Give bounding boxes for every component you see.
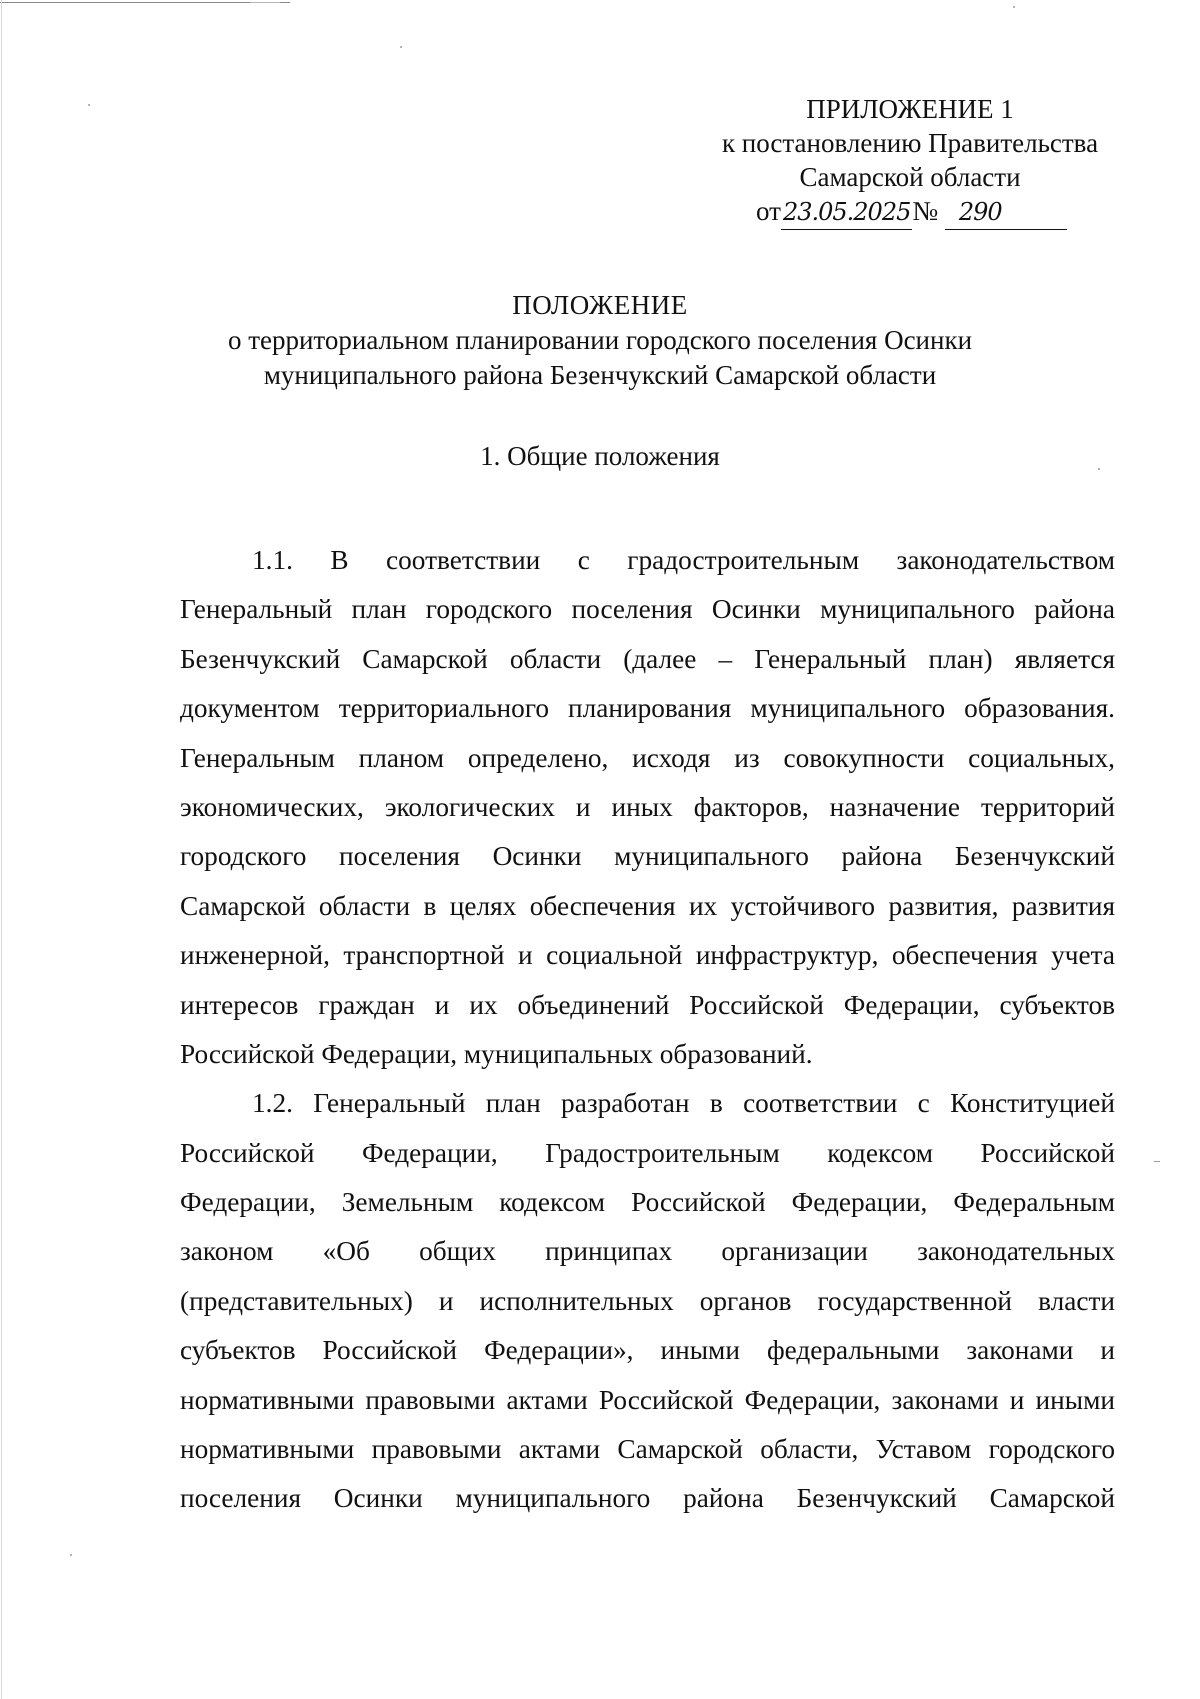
date-prefix: от	[756, 196, 781, 226]
annex-region: Самарской области	[799, 162, 1021, 192]
document-title: ПОЛОЖЕНИЕ	[512, 290, 688, 320]
paragraph-line: Самарской области в целях обеспечения их устойчивого развития, развития	[180, 890, 1115, 921]
paragraph-line: 1.2. Генеральный план разработан в соответствии с Конституцией	[252, 1088, 1115, 1119]
paragraph-line: Генеральным планом определено, исходя из совокупности социальных,	[180, 742, 1115, 773]
document-body	[180, 536, 1115, 1524]
date-field	[781, 194, 912, 230]
scan-artifact-line	[0, 2, 290, 3]
paragraph-line: нормативными правовыми актами Российской Федерации, законами и иными	[180, 1384, 1115, 1415]
paragraph-line: документом территориального планирования муниципального образования.	[180, 693, 1115, 724]
paragraph-line: Федерации, Земельным кодексом Российской Федерации, Федеральным	[180, 1187, 1115, 1218]
handwritten-date: 23.05.2025	[782, 198, 911, 226]
paragraph-line: Генеральный план городского поселения Осинки муниципального района	[180, 594, 1115, 625]
annex-reference-block	[700, 92, 1120, 230]
paragraph-line: нормативными правовыми актами Самарской области, Уставом городского	[180, 1434, 1115, 1465]
paragraph-line: Российской Федерации, Градостроительным кодексом Российской	[180, 1137, 1115, 1168]
document-title-block	[0, 288, 1200, 393]
handwritten-number: 290	[958, 198, 1002, 226]
number-sign: №	[912, 196, 939, 226]
paragraph-line: 1.1. В соответствии с градостроительным законодательством	[252, 545, 1115, 575]
paragraph-line: Российской Федерации, муниципальных образований.	[180, 1038, 813, 1069]
paragraph-line: городского поселения Осинки муниципального района Безенчукский	[180, 841, 1115, 872]
scan-edge	[1, 0, 2, 1699]
paragraph-line: (представительных) и исполнительных органов государственной власти	[180, 1285, 1115, 1316]
scan-speck	[400, 46, 402, 48]
annex-decree-reference: к постановлению Правительства	[721, 128, 1099, 158]
document-subtitle-line-2: муниципального района Безенчукский Самарской области	[263, 360, 937, 390]
scan-speck	[1013, 6, 1015, 8]
scan-artifact-line	[250, 2, 280, 3]
paragraph-line: экономических, экологических и иных факторов, назначение территорий	[180, 791, 1115, 822]
scan-speck	[70, 1554, 72, 1556]
scan-speck	[88, 104, 90, 106]
paragraph-line: субъектов Российской Федерации», иными федеральными законами и	[180, 1335, 1115, 1366]
paragraph-line: интересов граждан и их объединений Российской Федерации, субъектов	[180, 989, 1115, 1020]
annex-label: ПРИЛОЖЕНИЕ 1	[806, 94, 1014, 124]
annex-date-line	[700, 194, 1120, 230]
paragraph-line: инженерной, транспортной и социальной инфраструктур, обеспечения учета	[180, 940, 1115, 971]
paragraph-line: законом «Об общих принципах организации законодательных	[180, 1236, 1115, 1267]
scan-speck	[1154, 1161, 1160, 1162]
number-field	[945, 194, 1067, 230]
document-subtitle-line-1: о территориальном планировании городского поселения Осинки	[227, 325, 973, 355]
section-heading: 1. Общие положения	[480, 441, 720, 471]
paragraph-line: поселения Осинки муниципального района Безенчукский Самарской	[180, 1483, 1115, 1514]
paragraph-line: Безенчукский Самарской области (далее – Генеральный план) является	[180, 643, 1115, 674]
